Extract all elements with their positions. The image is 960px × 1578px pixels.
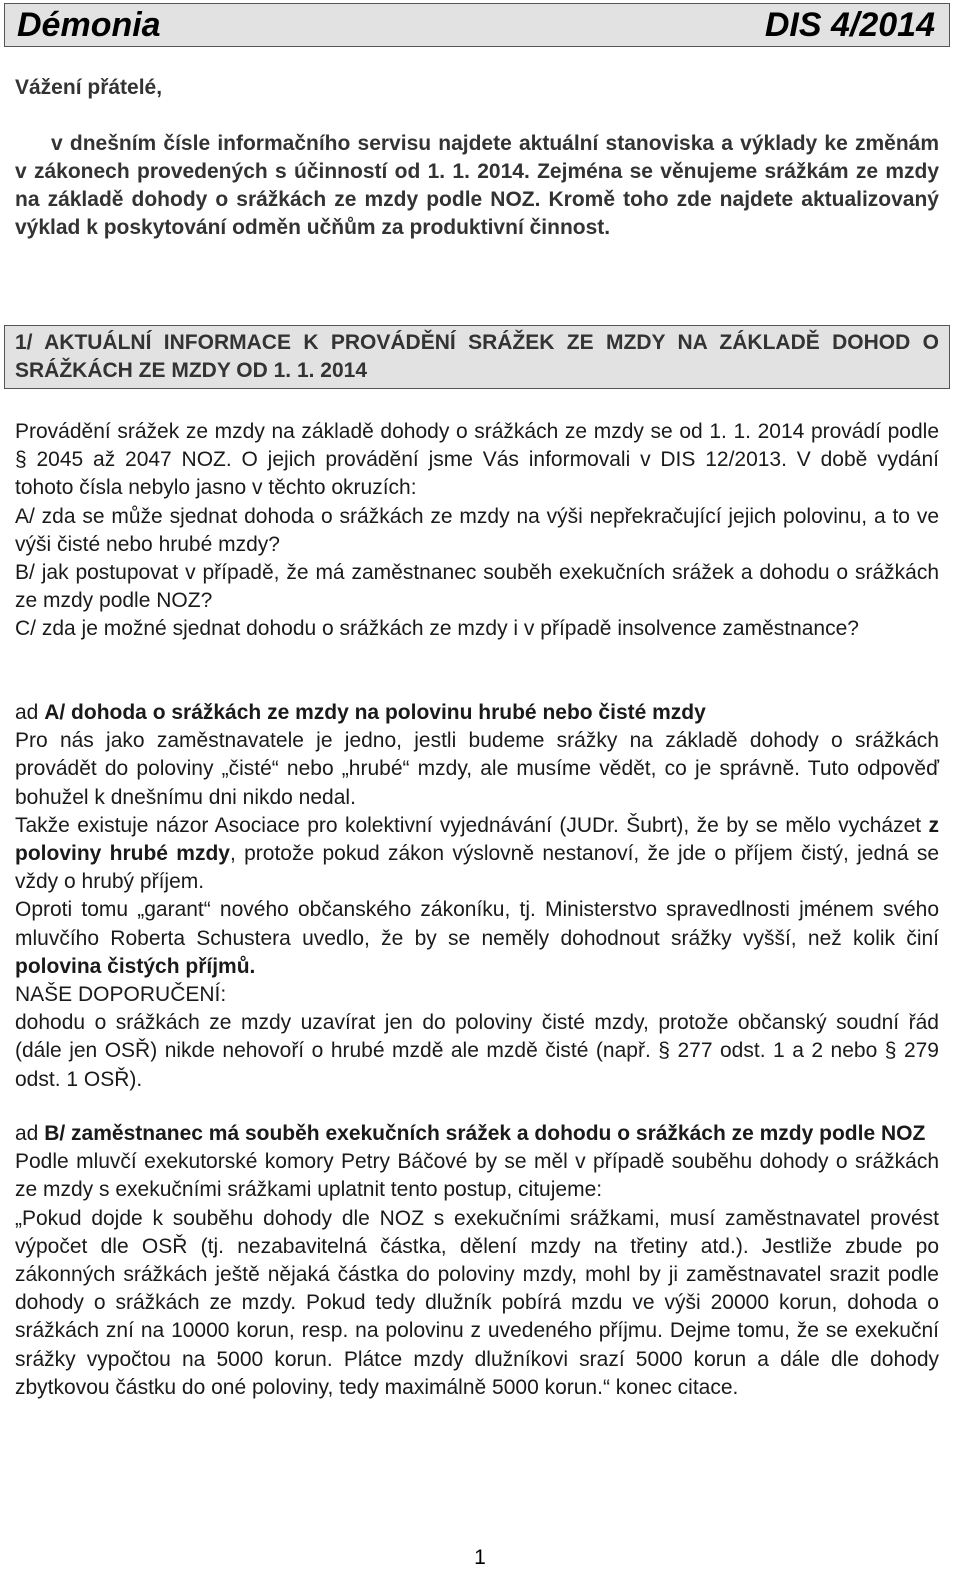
section-b-heading <box>15 1120 939 1148</box>
page-number: 1 <box>474 1546 486 1569</box>
section-a-p3-bold: polovina čistých příjmů. <box>15 954 256 978</box>
question-c: C/ zda je možné sjednat dohodu o srážkách ze mzdy i v případě insolvence zaměstnance? <box>15 617 859 641</box>
recommendation-text: dohodu o srážkách ze mzdy uzavírat jen do poloviny čisté mzdy, protože občanský soudní řád (dále jen OSŘ) nikde nehovoří o hrubé mzdě ale mzdě čisté (např. § 277 odst. 1 a 2 nebo § 279 odst. 1 OSŘ). <box>15 1011 939 1091</box>
issue-number: DIS 4/2014 <box>764 6 935 44</box>
section-a-body <box>15 699 939 1094</box>
section-a-paragraph-2 <box>15 812 939 897</box>
section-a-p2-start: Takže existuje názor Asociace pro kolektivní vyjednávání (JUDr. Šubrt), že by se mělo vycházet <box>15 813 929 837</box>
section-b-body <box>15 1120 939 1402</box>
section-a-p2-end: , protože pokud zákon výslovně nestanoví, že jde o příjem čistý, jedná se vždy o hrubý příjem. <box>15 842 939 894</box>
section-b-heading-text: B/ zaměstnanec má souběh exekučních srážek a dohodu o srážkách ze mzdy podle NOZ <box>44 1122 926 1145</box>
section-1-paragraph: Provádění srážek ze mzdy na základě dohody o srážkách ze mzdy se od 1. 1. 2014 provádí podle § 2045 až 2047 NOZ. O jejich provádění jsme Vás informovali v DIS 12/2013. V době vydání tohoto čísla nebylo jasno v těchto okruzích: <box>15 420 939 500</box>
section-1-title: 1/ AKTUÁLNÍ INFORMACE K PROVÁDĚNÍ SRÁŽEK ZE MZDY NA ZÁKLADĚ DOHOD O SRÁŽKÁCH ZE MZDY OD 1. 1. 2014 <box>15 331 939 382</box>
recommendation-label: NAŠE DOPORUČENÍ: <box>15 983 227 1007</box>
question-b: B/ jak postupovat v případě, že má zaměstnanec souběh exekučních srážek a dohodu o srážkách ze mzdy podle NOZ? <box>15 561 939 613</box>
header-banner <box>4 3 950 47</box>
section-1-body <box>15 418 939 644</box>
section-a-p2-bold: z poloviny hrubé mzdy <box>15 813 939 866</box>
section-b-paragraph-1: Podle mluvčí exekutorské komory Petry Báčové by se měl v případě souběhu dohody o srážkách ze mzdy s exekučními srážkami uplatnit tento postup, citujeme: <box>15 1150 939 1202</box>
section-a-p3-start: Oproti tomu „garant“ nového občanského zákoníku, tj. Ministerstvo spravedlnosti jménem svého mluvčího Roberta Schustera uvedlo, že by se neměly dohodnout srážky vyšší, než kolik činí <box>15 898 939 950</box>
section-a-heading-text: A/ dohoda o srážkách ze mzdy na polovinu hrubé nebo čisté mzdy <box>44 701 706 724</box>
section-a-heading-prefix: ad <box>15 701 45 724</box>
section-b-heading-prefix: ad <box>15 1122 45 1145</box>
section-a-paragraph-1: Pro nás jako zaměstnavatele je jedno, jestli budeme srážky na základě dohody o srážkách provádět do poloviny „čisté“ nebo „hrubé“ mzdy, ale musíme vědět, co je správně. Tuto odpověď bohužel k dnešnímu dni nikdo nedal. <box>15 729 939 809</box>
publication-title: Démonia <box>17 6 161 44</box>
section-b-quote: „Pokud dojde k souběhu dohody dle NOZ s exekučními srážkami, musí zaměstnavatel provést výpočet dle OSŘ (tj. nezabavitelná částka, dělení mzdy na třetiny atd.). Jestliže zbude po zákonných srážkách ještě nějaká částka do poloviny mzdy, mohl by ji zaměstnavatel srazit podle dohody o srážkách ze mzdy. Pokud tedy dlužník pobírá mzdu ve výši 20000 korun, dohoda o srážkách zní na 10000 korun, resp. na polovinu z uvedeného příjmu. Dejme tomu, že se exekuční srážky vypočtou na 5000 korun. Plátce mzdy dlužníkovi srazí 5000 korun a dále dle dohody zbytkovou částku do oné poloviny, tedy maximálně 5000 korun.“ konec citace. <box>15 1206 939 1399</box>
intro-paragraph: v dnešním čísle informačního servisu najdete aktuální stanoviska a výklady ke změnám v zákonech provedených s účinností od 1. 1. 2014. Zejména se věnujeme srážkám ze mzdy na základě dohody o srážkách ze mzdy podle NOZ. Kromě toho zde najdete aktualizovaný výklad k poskytování odměn učňům za produktivní činnost. <box>15 132 939 239</box>
section-a-paragraph-3 <box>15 896 939 981</box>
section-1-banner <box>4 325 950 389</box>
question-a: A/ zda se může sjednat dohoda o srážkách ze mzdy na výši nepřekračující jejich polovinu, a to ve výši čisté nebo hrubé mzdy? <box>15 504 939 556</box>
greeting: Vážení přátelé, <box>15 76 163 99</box>
section-a-heading <box>15 699 939 727</box>
